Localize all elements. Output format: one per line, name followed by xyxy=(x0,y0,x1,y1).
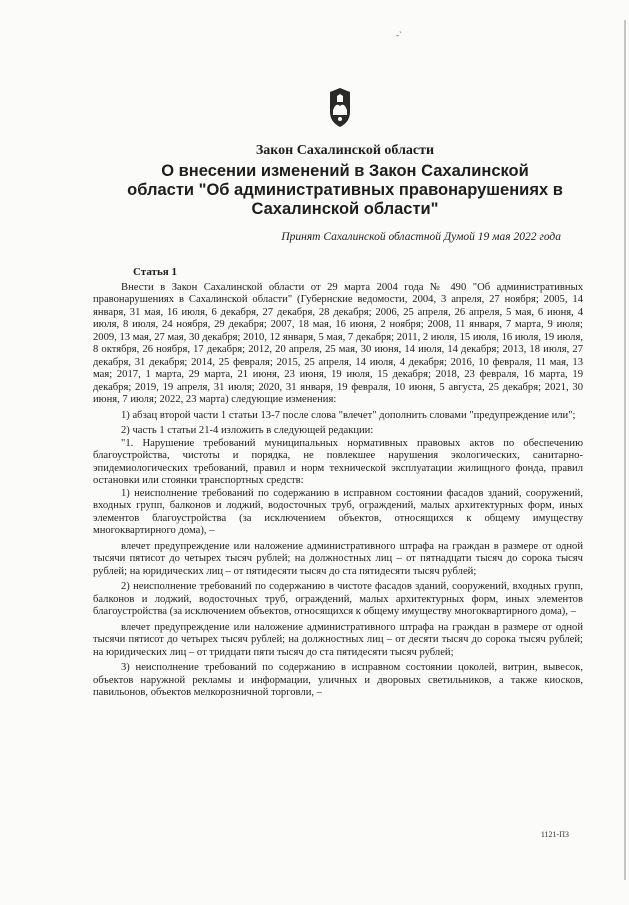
document-body xyxy=(93,266,583,700)
paragraph: "1. Нарушение требований муниципальных нормативных правовых актов по обеспечению благоустройства, чистоты и порядка, не повлекшее нарушения экологических, санитарно-эпидемиологических требований, правил и норм технической эксплуатации жилищного фонда, правил остановки или стоянки транспортных средств: xyxy=(93,437,583,486)
law-title xyxy=(95,162,595,219)
scan-edge-line xyxy=(624,20,626,880)
paragraph: 1) абзац второй части 1 статьи 13-7 после слова "влечет" дополнить словами "предупреждение или"; xyxy=(121,409,576,421)
paragraph: влечет предупреждение или наложение административного штрафа на граждан в размере от одной тысячи пятисот до четырех тысяч рублей; на должностных лиц – от пятнадцати тысяч до сорока тысяч рублей; на юридических лиц – от пятидесяти тысяч до ста пятидесяти тысяч рублей; xyxy=(93,540,583,577)
paragraph: 2) неисполнение требований по содержанию в чистоте фасадов зданий, сооружений, входных групп, балконов и лоджий, водосточных труб, ограждений, малых архитектурных форм, иных элементов благоустройства (за исключением объектов, относящихся к общему имуществу многоквартирного дома), – xyxy=(93,581,583,617)
paragraph: 2) часть 1 статьи 21-4 изложить в следующей редакции: xyxy=(121,425,374,436)
coat-of-arms-icon xyxy=(327,88,353,128)
law-title-line-1: О внесении изменений в Закон Сахалинской xyxy=(161,162,529,180)
paragraph: Внести в Закон Сахалинской области от 29 марта 2004 года № 490 "Об административных правонарушениях в Сахалинской области" (Губернские ведомости, 2004, 3 апреля, 27 ноября; 2005, 14 января, 31 мая, 16 июля, 6 декабря, 27 декабря, 28 декабря; 2006, 25 апреля, 26 апреля, 5 мая, 6 июня, 4 июля, 8 июля, 24 ноября, 29 декабря; 2007, 18 мая, 16 июня, 2 ноября; 2008, 11 января, 7 марта, 9 июля; 2009, 13 мая, 27 мая, 30 декабря; 2010, 12 января, 5 мая, 7 декабря; 2011, 2 июля, 15 июля, 16 июля, 19 июля, 8 октября, 26 ноября, 17 декабря; 2012, 20 апреля, 25 мая, 30 июня, 14 июля, 14 декабря; 2013, 18 июля, 27 декабря, 31 декабря; 2014, 25 февраля; 2015, 25 апреля, 14 июля, 4 декабря; 2016, 10 февраля, 11 мая, 13 мая; 2017, 1 марта, 29 марта, 21 июня, 23 июня, 19 июля, 15 декабря; 2018, 23 февраля, 16 марта, 19 декабря; 2019, 19 апреля, 31 июля; 2020, 31 января, 19 февраля, 10 июня, 5 августа, 25 декабря; 2021, 30 июня, 7 июля; 2022, 23 марта) следующие изменения: xyxy=(93,281,583,405)
article-heading: Статья 1 xyxy=(133,266,177,278)
law-title-line-2: области "Об административных правонарушениях в xyxy=(127,181,563,199)
paragraph: влечет предупреждение или наложение административного штрафа на граждан в размере от одной тысячи пятисот до четырех тысяч рублей; на должностных лиц – от десяти тысяч до сорока тысяч рублей; на юридических лиц – от тридцати пяти тысяч до ста пятидесяти тысяч рублей; xyxy=(93,621,583,658)
adoption-note: Принят Сахалинской областной Думой 19 мая 2022 года xyxy=(281,231,561,243)
paragraph: 3) неисполнение требований по содержанию в исправном состоянии цоколей, витрин, вывесок, объектов наружной рекламы и информации, уличных и дворовых светильников, а также киосков, павильонов, объектов мелкорозничной торговли, – xyxy=(93,662,583,698)
document-code: 1121-ПЗ xyxy=(540,830,569,839)
scan-mark: -` xyxy=(396,30,402,40)
law-label: Закон Сахалинской области xyxy=(255,143,435,158)
paragraph: 1) неисполнение требований по содержанию в исправном состоянии фасадов зданий, сооружений, входных групп, балконов и лоджий, водосточных труб, ограждений, малых архитектурных форм, иных элементов благоустройства (за исключением объектов, относящихся к общему имуществу многоквартирного дома), – xyxy=(93,487,583,536)
law-title-line-3: Сахалинской области" xyxy=(251,200,439,218)
